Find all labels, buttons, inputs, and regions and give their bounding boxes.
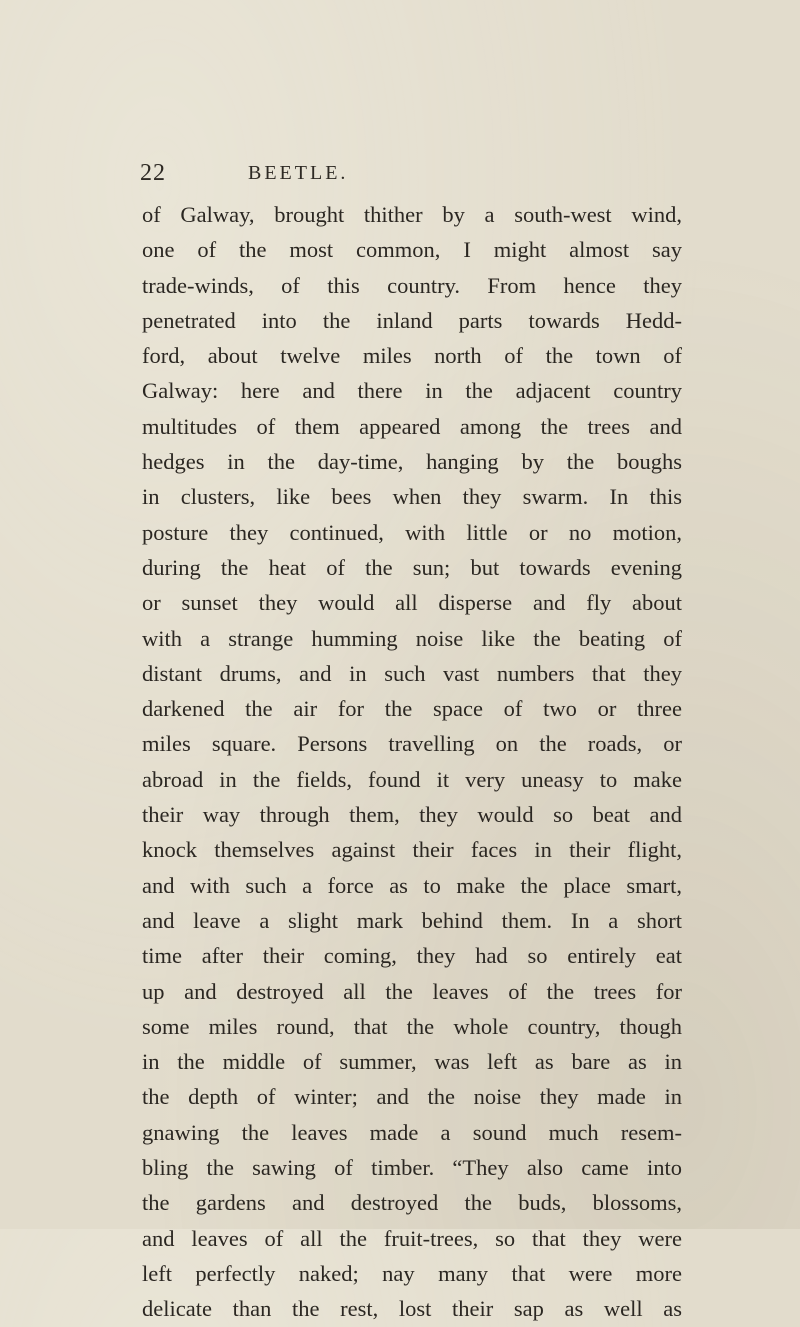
text-line: their way through them, they would so beat and [142, 802, 682, 828]
text-line: of Galway, brought thither by a south-west wind, [142, 202, 682, 227]
text-line: gnawing the leaves made a sound much resem- [142, 1119, 682, 1145]
running-title: BEETLE. [248, 162, 349, 184]
text-line: the depth of winter; and the noise they made in [142, 1084, 682, 1110]
text-line: bling the sawing of timber. “They also came into [142, 1155, 682, 1181]
text-line: knock themselves against their faces in their flight, [142, 837, 682, 863]
text-line: up and destroyed all the leaves of the trees for [142, 978, 682, 1004]
text-line: during the heat of the sun; but towards evening [142, 554, 682, 580]
text-line: left perfectly naked; nay many that were more [142, 1260, 682, 1286]
text-line: and with such a force as to make the place smart, [142, 872, 682, 898]
running-head [140, 160, 700, 190]
text-line: ford, about twelve miles north of the town of [142, 343, 682, 369]
text-line: miles square. Persons travelling on the roads, or [142, 731, 682, 757]
text-line: time after their coming, they had so entirely eat [142, 943, 682, 969]
text-line: in the middle of summer, was left as bare as in [142, 1049, 682, 1075]
text-line: one of the most common, I might almost say [142, 237, 682, 263]
body-text [142, 197, 682, 1327]
text-line: hedges in the day-time, hanging by the boughs [142, 449, 682, 475]
text-line: multitudes of them appeared among the trees and [142, 413, 682, 439]
text-line: in clusters, like bees when they swarm. In this [142, 484, 682, 510]
text-line: and leave a slight mark behind them. In a short [142, 907, 682, 933]
text-line: and leaves of all the fruit-trees, so that they were [142, 1225, 682, 1251]
text-line: or sunset they would all disperse and fly about [142, 590, 682, 616]
text-line: the gardens and destroyed the buds, blossoms, [142, 1190, 682, 1216]
text-line: posture they continued, with little or no motion, [142, 519, 682, 545]
text-line: with a strange humming noise like the beating of [142, 625, 682, 651]
text-line: darkened the air for the space of two or three [142, 696, 682, 722]
text-line: Galway: here and there in the adjacent country [142, 378, 682, 404]
text-line: delicate than the rest, lost their sap as well as [142, 1296, 682, 1322]
page-number: 22 [140, 160, 166, 186]
text-line: abroad in the fields, found it very uneasy to make [142, 766, 682, 792]
text-line: trade-winds, of this country. From hence they [142, 272, 682, 298]
text-line: distant drums, and in such vast numbers that they [142, 660, 682, 686]
text-line: some miles round, that the whole country, though [142, 1013, 682, 1039]
text-line: penetrated into the inland parts towards Hedd- [142, 307, 682, 333]
